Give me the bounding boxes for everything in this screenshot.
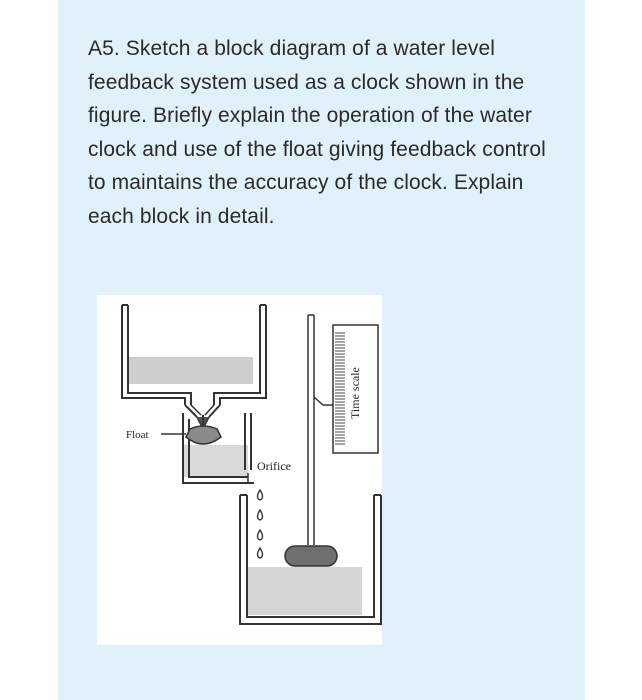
float-chamber	[183, 413, 254, 483]
water-clock-diagram	[97, 295, 382, 645]
upper-reservoir-tank	[122, 305, 266, 405]
indicator-float	[285, 315, 337, 566]
water-clock-figure	[97, 295, 382, 645]
question-text: A5. Sketch a block diagram of a water level feedback system used as a clock shown in the figure. Briefly explain the operation of the water clock and use of the float giving feedback control to maintains the accuracy of the clock. Explain each block in detail.	[88, 37, 546, 228]
float-valve	[161, 415, 221, 444]
water-drops	[258, 490, 263, 558]
time-scale-label: Time scale	[348, 367, 362, 419]
orifice-label: Orifice	[257, 459, 291, 473]
float-label: Float	[126, 429, 149, 441]
